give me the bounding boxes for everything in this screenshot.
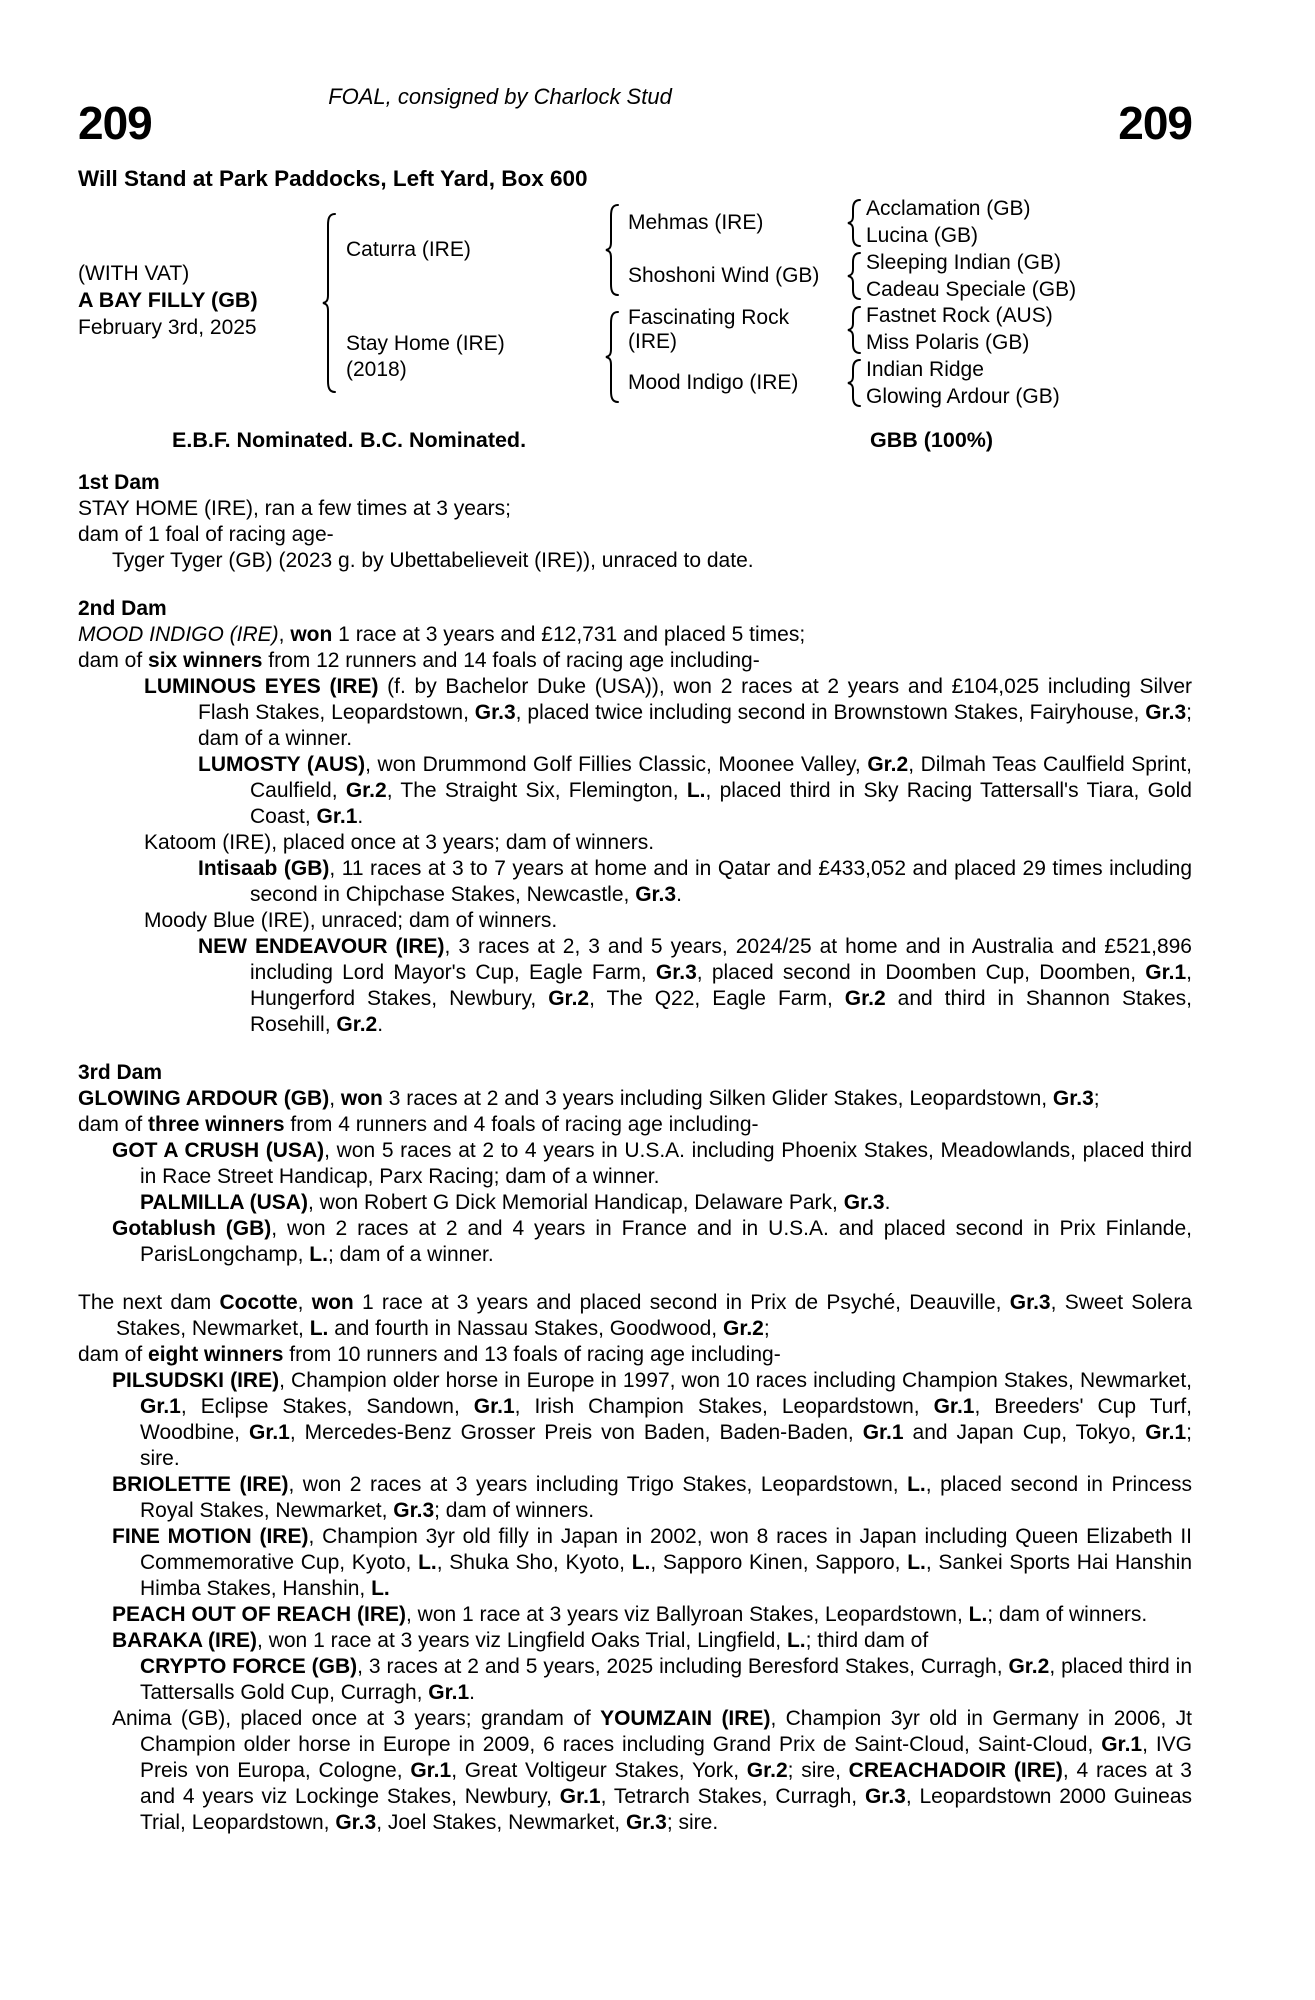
sire-dam-branch — [628, 250, 1192, 304]
catalogue-paragraph: PEACH OUT OF REACH (IRE), won 1 race at 3 years viz Ballyroan Stakes, Leopardstown, L.; dam of winners. — [112, 1603, 1148, 1626]
dam-section — [78, 1060, 1192, 1268]
pedigree-brace-icon — [596, 303, 628, 410]
gbb-status: GBB (100%) — [870, 428, 994, 452]
ancestor-name: Acclamation (GB) — [866, 197, 1031, 221]
catalogue-paragraph: LUMINOUS EYES (IRE) (f. by Bachelor Duke (USA)), won 2 races at 2 years and £104,025 including Silver Flash Stakes, Leopardstown, Gr.3, placed twice including second in Brownstown Stakes, Fairyhouse, Gr.3; dam of a winner. — [144, 675, 1193, 750]
catalogue-paragraph: Katoom (IRE), placed once at 3 years; dam of winners. — [144, 831, 655, 854]
lot-number-right: 209 — [1118, 97, 1192, 149]
ancestor-name: Cadeau Speciale (GB) — [866, 277, 1077, 301]
pedigree-table — [78, 196, 1192, 410]
catalogue-paragraph: GLOWING ARDOUR (GB), won 3 races at 2 and 3 years including Silken Glider Stakes, Leopardstown, Gr.3; — [78, 1087, 1100, 1110]
sire-dam-name: Shoshoni Wind (GB) — [628, 264, 820, 288]
pedigree-brace-icon — [842, 303, 866, 357]
vat-note: (WITH VAT) — [78, 261, 190, 285]
sire-name: Caturra (IRE) — [346, 237, 471, 261]
foal-info — [78, 193, 312, 407]
dam-name: Stay Home (IRE) — [346, 331, 505, 355]
pedigree-generations — [346, 196, 1192, 410]
catalogue-paragraph: PILSUDSKI (IRE), Champion older horse in Europe in 1997, won 10 races including Champion Stakes, Newmarket, Gr.1, Eclipse Stakes, Sandown, Gr.1, Irish Champion Stakes, Leopardstown, Gr.1, Breeders' Cup Turf, Woodbine, Gr.1, Mercedes-Benz Grosser Preis von Baden, Baden-Baden, Gr.1 and Japan Cup, Tokyo, Gr.1; sire. — [112, 1369, 1193, 1470]
ancestor-name: Indian Ridge — [866, 357, 984, 381]
catalogue-paragraph: Intisaab (GB), 11 races at 3 to 7 years at home and in Qatar and £433,052 and placed 29 times including second in Chipchase Stakes, Newcastle, Gr.3. — [198, 857, 1192, 906]
sire-sire-branch — [628, 196, 1192, 250]
catalogue-paragraph: PALMILLA (USA), won Robert G Dick Memorial Handicap, Delaware Park, Gr.3. — [140, 1191, 891, 1214]
ancestor-name: Sleeping Indian (GB) — [866, 250, 1061, 274]
stand-location-line: Will Stand at Park Paddocks, Left Yard, Box 600 — [78, 166, 588, 191]
sire-sire-name: Mehmas (IRE) — [628, 210, 764, 234]
lot-number-left: 209 — [78, 97, 152, 149]
ebf-nomination: E.B.F. Nominated. — [172, 428, 354, 452]
catalogue-paragraph: dam of 1 foal of racing age- — [78, 523, 334, 546]
dam-section — [78, 470, 1192, 574]
ancestor-name: Glowing Ardour (GB) — [866, 384, 1060, 408]
catalogue-paragraph: FINE MOTION (IRE), Champion 3yr old filly in Japan in 2002, won 8 races in Japan including Queen Elizabeth II Commemorative Cup, Kyoto, L., Shuka Sho, Kyoto, L., Sapporo Kinen, Sapporo, L., Sankei Sports Hai Hanshin Himba Stakes, Hanshin, L. — [112, 1525, 1193, 1600]
catalogue-paragraph: LUMOSTY (AUS), won Drummond Golf Fillies Classic, Moonee Valley, Gr.2, Dilmah Teas Caulfield Sprint, Caulfield, Gr.2, The Straight Six, Flemington, L., placed third in Sky Racing Tattersall's Tiara, Gold Coast, Gr.1. — [198, 753, 1192, 828]
pedigree-brace-icon — [842, 196, 866, 250]
catalogue-paragraph: BRIOLETTE (IRE), won 2 races at 3 years including Trigo Stakes, Leopardstown, L., placed second in Princess Royal Stakes, Newmarket, Gr.3; dam of winners. — [112, 1473, 1192, 1522]
dam-section-heading: 1st Dam — [78, 471, 160, 494]
catalogue-paragraph: MOOD INDIGO (IRE), won 1 race at 3 years and £12,731 and placed 5 times; — [78, 623, 806, 646]
dam-section-heading: 3rd Dam — [78, 1061, 163, 1084]
dam-section — [78, 596, 1192, 1038]
dam-section — [78, 1290, 1192, 1836]
dam-group — [346, 303, 1192, 410]
catalogue-paragraph: Moody Blue (IRE), unraced; dam of winners. — [144, 909, 558, 932]
catalogue-paragraph: GOT A CRUSH (USA), won 5 races at 2 to 4 years in U.S.A. including Phoenix Stakes, Meadowlands, placed third in Race Street Handicap, Parx Racing; dam of a winner. — [112, 1139, 1193, 1188]
ancestor-name: Fastnet Rock (AUS) — [866, 304, 1053, 328]
sire-group — [346, 196, 1192, 303]
ancestor-name: Lucina (GB) — [866, 224, 979, 248]
catalogue-paragraph: dam of eight winners from 10 runners and 13 foals of racing age including- — [78, 1343, 781, 1366]
dam-dam-branch — [628, 357, 1192, 411]
dam-sire-branch — [628, 303, 1192, 357]
ancestor-name: Miss Polaris (GB) — [866, 331, 1030, 355]
dam-dam-name: Mood Indigo (IRE) — [628, 371, 799, 395]
consignor-line: FOAL, consigned by Charlock Stud — [328, 84, 672, 109]
catalogue-paragraph: Gotablush (GB), won 2 races at 2 and 4 years in France and in U.S.A. and placed second in Prix Finlande, ParisLongchamp, L.; dam of a winner. — [112, 1217, 1193, 1266]
pedigree-brace-icon — [842, 250, 866, 304]
pedigree-brace-icon — [312, 196, 346, 410]
horse-name: A BAY FILLY (GB) — [78, 287, 258, 312]
foal-date: February 3rd, 2025 — [78, 315, 257, 339]
nominations-bar — [78, 428, 1192, 456]
pedigree-brace-icon — [842, 357, 866, 411]
catalogue-paragraph: Anima (GB), placed once at 3 years; grandam of YOUMZAIN (IRE), Champion 3yr old in Germany in 2006, Jt Champion older horse in Europe in 2009, 6 races including Grand Prix de Saint-Cloud, Saint-Cloud, Gr.1, IVG Preis von Europa, Cologne, Gr.1, Great Voltigeur Stakes, York, Gr.2; sire, CREACHADOIR (IRE), 4 races at 3 and 4 years viz Lockinge Stakes, Newbury, Gr.1, Tetrarch Stakes, Curragh, Gr.3, Leopardstown 2000 Guineas Trial, Leopardstown, Gr.3, Joel Stakes, Newmarket, Gr.3; sire. — [112, 1707, 1193, 1834]
catalogue-paragraph: Tyger Tyger (GB) (2023 g. by Ubettabelieveit (IRE)), unraced to date. — [112, 549, 754, 572]
catalogue-paragraph: NEW ENDEAVOUR (IRE), 3 races at 2, 3 and 5 years, 2024/25 at home and in Australia and £521,896 including Lord Mayor's Cup, Eagle Farm, Gr.3, placed second in Doomben Cup, Doomben, Gr.1, Hungerford Stakes, Newbury, Gr.2, The Q22, Eagle Farm, Gr.2 and third in Shannon Stakes, Rosehill, Gr.2. — [198, 935, 1193, 1036]
pedigree-brace-icon — [596, 196, 628, 303]
bc-nomination: B.C. Nominated. — [360, 428, 527, 452]
catalogue-body — [78, 470, 1192, 1836]
dam-section-heading: 2nd Dam — [78, 597, 167, 620]
dam-sire-name: Fascinating Rock (IRE) — [628, 305, 790, 353]
catalogue-paragraph: STAY HOME (IRE), ran a few times at 3 years; — [78, 497, 511, 520]
catalogue-paragraph: BARAKA (IRE), won 1 race at 3 years viz Lingfield Oaks Trial, Lingfield, L.; third dam of — [112, 1629, 929, 1652]
catalogue-paragraph: dam of three winners from 4 runners and 4 foals of racing age including- — [78, 1113, 759, 1136]
catalogue-paragraph: The next dam Cocotte, won 1 race at 3 years and placed second in Prix de Psyché, Deauville, Gr.3, Sweet Solera Stakes, Newmarket, L. and fourth in Nassau Stakes, Goodwood, Gr.2; — [78, 1291, 1193, 1340]
catalogue-paragraph: dam of six winners from 12 runners and 14 foals of racing age including- — [78, 649, 760, 672]
dam-year: (2018) — [346, 357, 407, 381]
catalogue-paragraph: CRYPTO FORCE (GB), 3 races at 2 and 5 years, 2025 including Beresford Stakes, Curragh, Gr.2, placed third in Tattersalls Gold Cup, Curragh, Gr.1. — [140, 1655, 1192, 1704]
